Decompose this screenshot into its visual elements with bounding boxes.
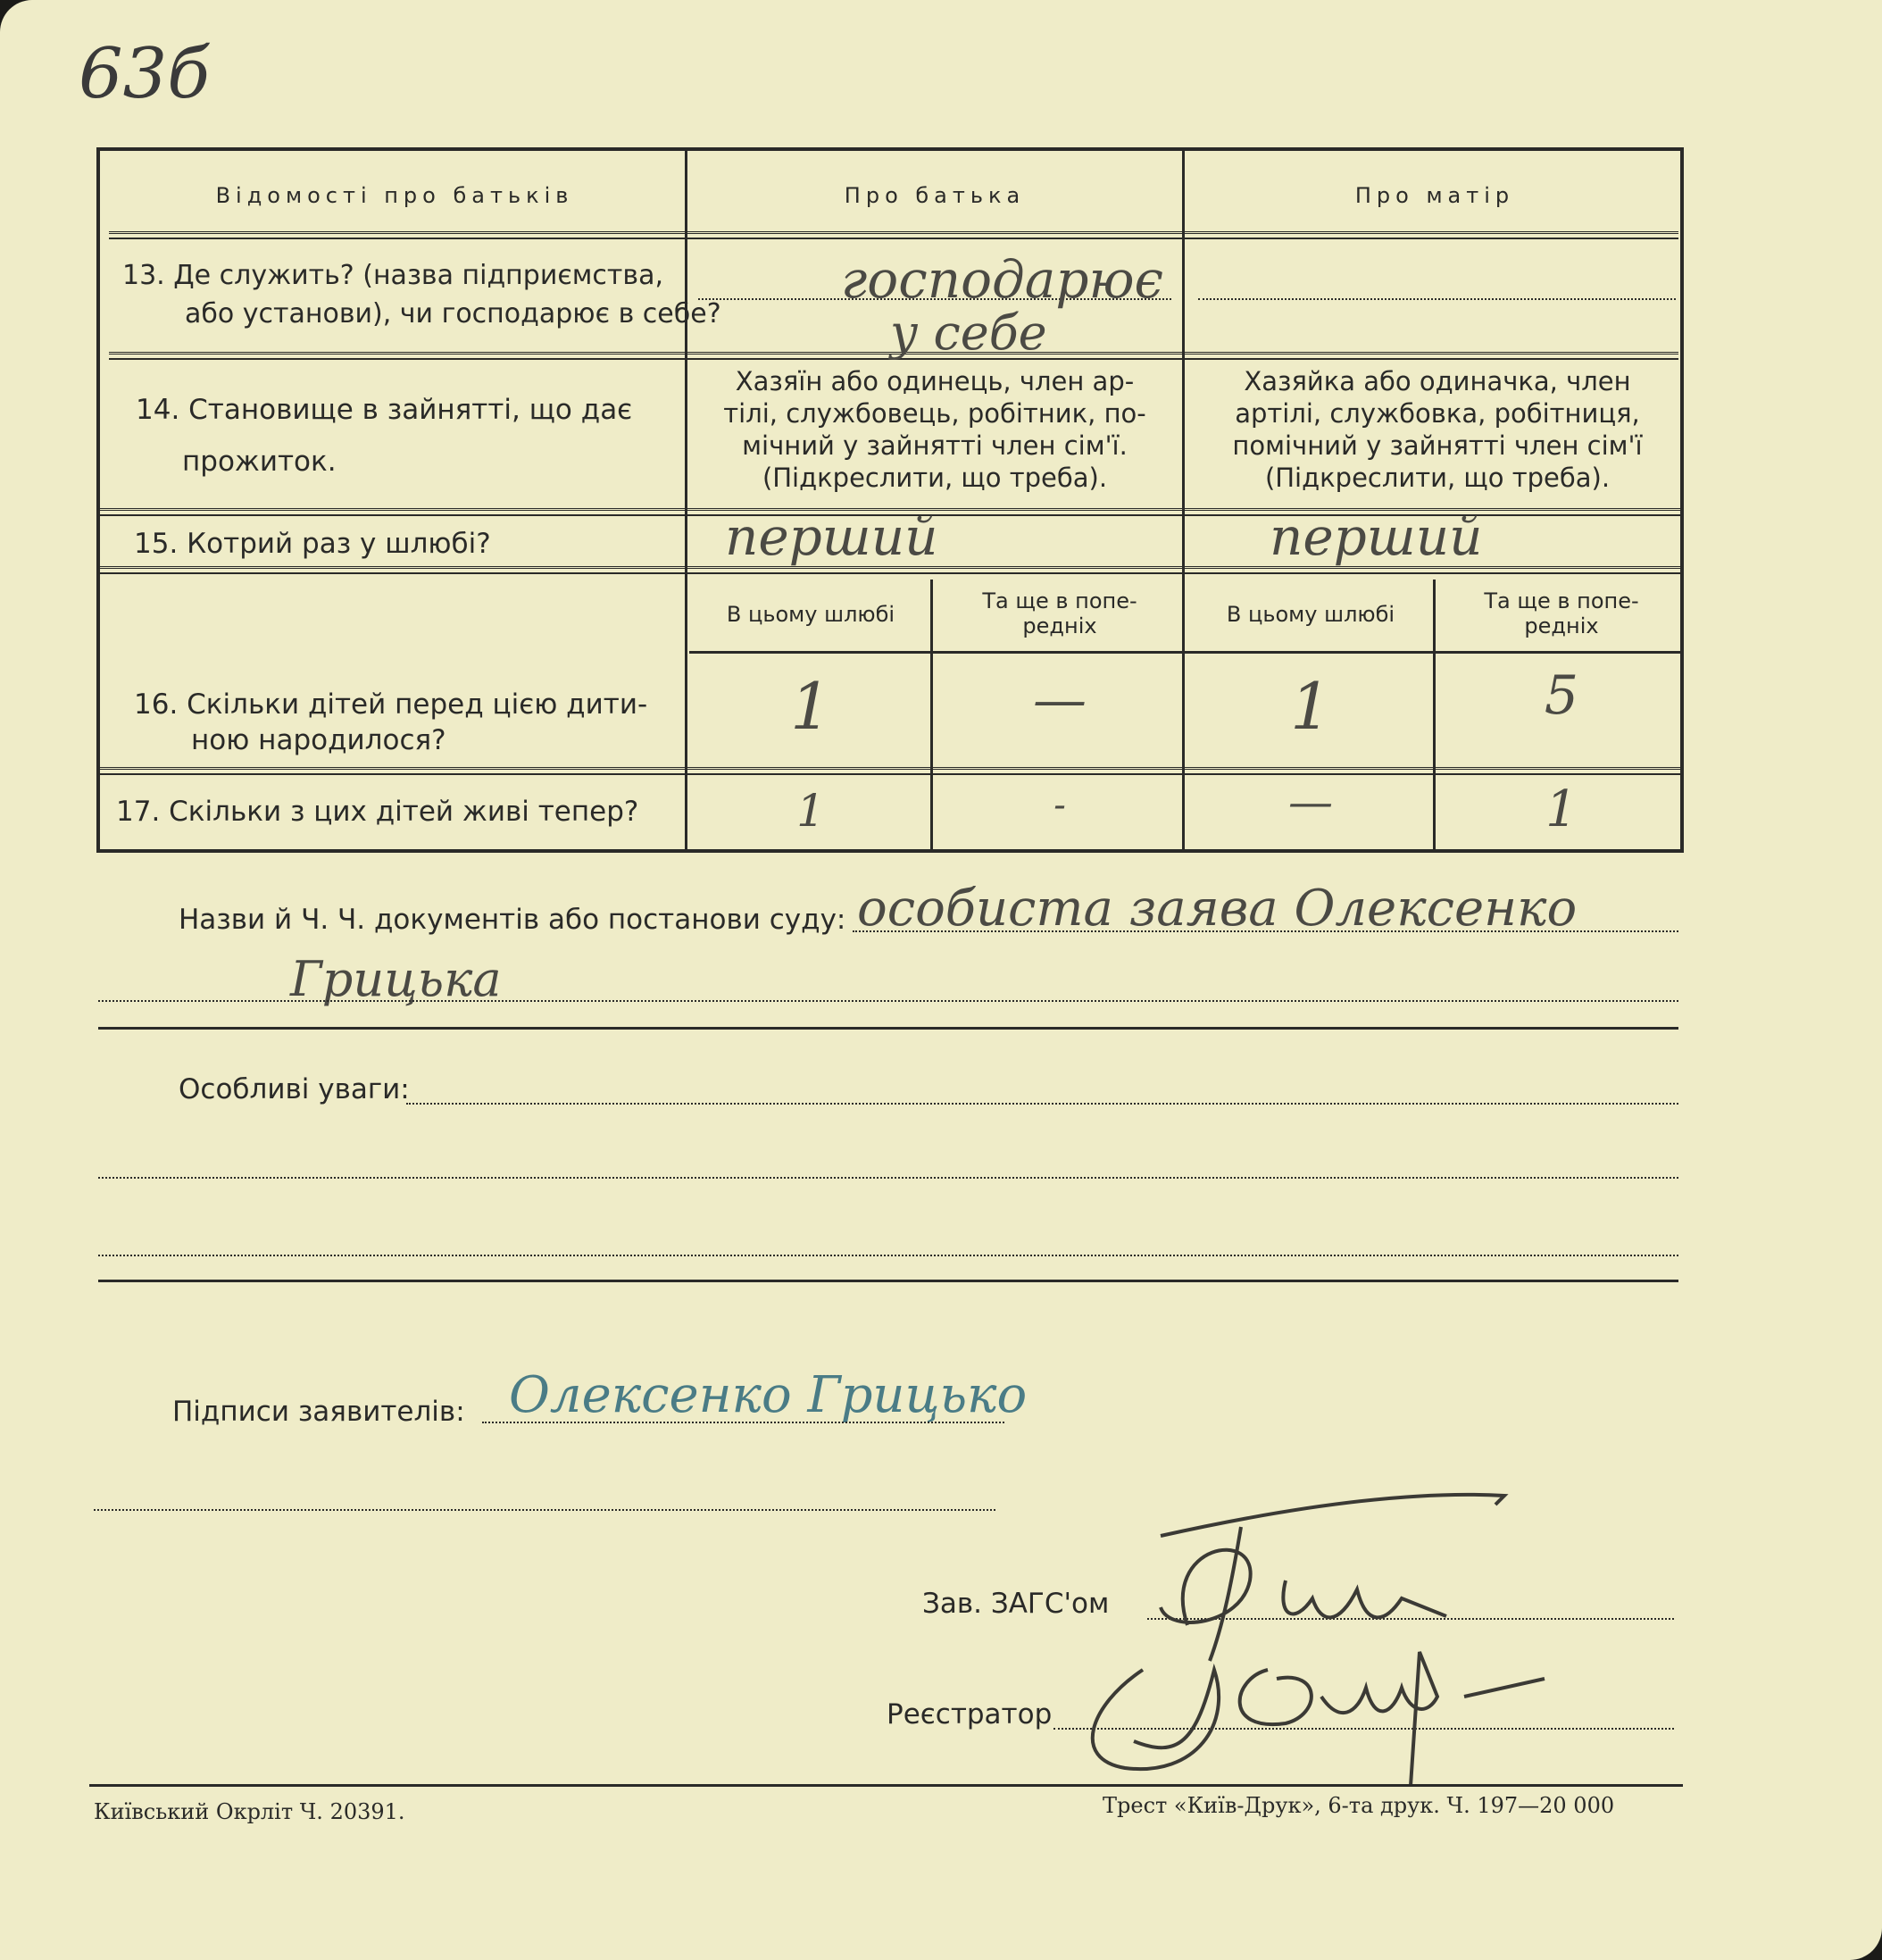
- father-occupation-options: [698, 365, 1171, 494]
- mother-children-previous: 5: [1544, 664, 1579, 727]
- father-alive-this: 1: [796, 785, 825, 837]
- option-line: тілі, службовець, робітник, по-: [723, 398, 1146, 429]
- option-line: (Підкреслити, що треба).: [1264, 463, 1611, 493]
- question-15: 15. Котрий раз у шлюбі?: [134, 528, 491, 560]
- footer-rule: [89, 1784, 1683, 1787]
- fill-line: [98, 1177, 1678, 1179]
- section-rule: [98, 1027, 1678, 1030]
- father-children-this: 1: [790, 669, 831, 744]
- option-line: (Підкреслити, що треба).: [762, 463, 1108, 493]
- option-line: Хазяїн або одинець, член ар-: [735, 366, 1135, 396]
- question-16-line2: ною народилося?: [191, 724, 446, 756]
- option-line: помічний у зайнятті член сім'ї: [1232, 430, 1643, 461]
- answer-line: [1198, 298, 1676, 300]
- subheader-this-marriage-mother: В цьому шлюбі: [1226, 602, 1395, 627]
- applicants-signature-label: Підписи заявителів:: [172, 1396, 465, 1428]
- father-alive-previous: -: [1053, 785, 1066, 826]
- table-divider: [1182, 151, 1185, 853]
- archive-number: 63б: [79, 34, 210, 114]
- documents-label: Назви й Ч. Ч. документів або постанови суду:: [179, 904, 846, 936]
- header-parents-info: Відомості про батьків: [215, 183, 574, 208]
- fill-line: [853, 930, 1678, 932]
- question-14-line2: прожиток.: [182, 446, 337, 478]
- fill-line: [94, 1509, 995, 1511]
- fill-line: [98, 1000, 1678, 1002]
- question-16-line1: 16. Скільки дітей перед цією дити-: [134, 688, 648, 721]
- subheader-this-marriage-father: В цьому шлюбі: [726, 602, 895, 627]
- table-rule: [109, 231, 1678, 239]
- table-divider: [930, 580, 933, 853]
- table-divider: [685, 151, 687, 853]
- notes-label: Особливі уваги:: [179, 1073, 410, 1105]
- mother-alive-previous: 1: [1545, 780, 1578, 838]
- footer-printer-left: Київський Окрліт Ч. 20391.: [94, 1799, 405, 1824]
- table-rule: [689, 651, 1684, 654]
- footer-printer-right: Трест «Київ-Друк», 6-та друк. Ч. 197—20 000: [1103, 1793, 1615, 1818]
- table-rule: [100, 767, 1684, 775]
- question-14-line1: 14. Становище в зайнятті, що дає: [136, 394, 633, 426]
- applicants-signature: Олексенко Грицько: [509, 1366, 1028, 1424]
- fill-line: [98, 1255, 1678, 1256]
- father-marriage-count: перший: [725, 506, 938, 567]
- option-line: Хазяйка або одиначка, член: [1244, 366, 1631, 396]
- question-13-line2: або установи), чи господарює в себе?: [185, 298, 721, 329]
- table-divider: [1433, 580, 1436, 853]
- section-rule: [98, 1280, 1678, 1282]
- option-line: мічний у зайнятті член сім'ї.: [742, 430, 1128, 461]
- father-workplace-handwriting-2: у себе: [890, 304, 1047, 361]
- subheader-previous-father: Та ще в попе- редніх: [982, 588, 1137, 638]
- header-father: Про батька: [844, 183, 1026, 208]
- header-mother: Про матір: [1354, 183, 1515, 208]
- registrar-label: Реєстратор: [887, 1698, 1053, 1731]
- question-13-line1: 13. Де служить? (назва підприємства,: [122, 260, 664, 291]
- fill-line: [482, 1422, 1004, 1423]
- mother-alive-this: —: [1288, 776, 1333, 828]
- documents-value-line1: особиста заява Олексенко: [857, 880, 1578, 938]
- question-17: 17. Скільки з цих дітей живі тепер?: [116, 796, 639, 828]
- mother-occupation-options: [1196, 365, 1678, 494]
- table-rule: [100, 566, 1684, 574]
- father-children-previous: —: [1033, 669, 1087, 731]
- option-line: артілі, службовка, робітниця,: [1235, 398, 1640, 429]
- head-registry-label: Зав. ЗАГС'ом: [922, 1588, 1110, 1620]
- parents-info-table: [96, 147, 1684, 853]
- fill-line: [406, 1103, 1678, 1105]
- official-signatures: [1053, 1473, 1553, 1795]
- subheader-previous-mother: Та ще в попе- редніх: [1484, 588, 1639, 638]
- documents-value-line2: Грицька: [290, 951, 502, 1007]
- mother-children-this: 1: [1290, 669, 1331, 744]
- father-workplace-handwriting: господарює: [841, 249, 1163, 310]
- mother-marriage-count: перший: [1270, 506, 1483, 567]
